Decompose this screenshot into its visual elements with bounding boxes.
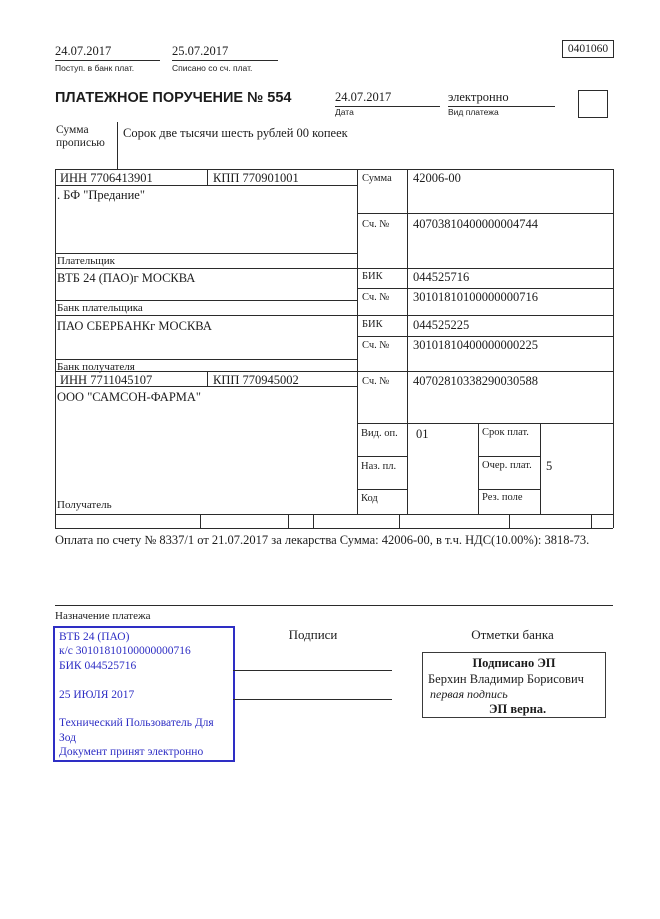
stamp-verified-text: ЭП верна. [489, 702, 547, 716]
table-line [540, 423, 541, 514]
srok-plat-label: Срок плат. [482, 427, 529, 438]
payer-bank-bik-label: БИК [362, 271, 383, 282]
kod-label: Код [361, 493, 378, 504]
vid-op-label: Вид. оп. [361, 428, 398, 439]
table-line [55, 315, 613, 316]
naz-pl-label: Наз. пл. [361, 461, 397, 472]
payer-bank-bik: 044525716 [413, 270, 470, 284]
table-line [478, 423, 479, 514]
stamp-line [59, 702, 229, 716]
table-line [478, 489, 540, 490]
table-line [55, 169, 56, 528]
payment-purpose-label: Назначение платежа [55, 610, 151, 622]
payer-bank-account: 30101810100000000716 [413, 290, 538, 304]
received-in-bank-date: 24.07.2017 [55, 44, 160, 61]
table-line [478, 456, 540, 457]
payee-bank-account: 30101810400000000225 [413, 338, 538, 352]
table-line [509, 514, 510, 528]
table-line [591, 514, 592, 528]
payer-name: . БФ "Предание" [57, 188, 145, 202]
rez-pole-label: Рез. поле [482, 492, 523, 503]
table-line [357, 169, 358, 514]
table-line [357, 336, 613, 337]
ocher-plat-value: 5 [546, 459, 553, 473]
payee-account-label: Сч. № [362, 376, 390, 387]
payee-bank-bik-label: БИК [362, 319, 383, 330]
amount-words-value: Сорок две тысячи шесть рублей 00 копеек [123, 126, 348, 140]
status-code-box [578, 90, 608, 118]
table-line [55, 185, 357, 186]
payment-purpose-text: Оплата по счету № 8337/1 от 21.07.2017 за лекарства Сумма: 42006-00, в т.ч. НДС(10.00%): 3818-73. [55, 533, 590, 547]
document-date: 24.07.2017 [335, 90, 440, 107]
debited-from-account-date: 25.07.2017 [172, 44, 278, 61]
sum-label: Сумма [362, 173, 392, 184]
bank-marks-heading: Отметки банка [471, 627, 554, 642]
payee-name: ООО "САМСОН-ФАРМА" [57, 390, 202, 404]
table-line [207, 169, 208, 185]
payer-account-label: Сч. № [362, 219, 390, 230]
document-date-label: Дата [335, 107, 354, 117]
payee-kpp: КПП 770945002 [213, 373, 299, 387]
table-line [613, 169, 614, 528]
table-line [55, 253, 357, 254]
table-line [55, 514, 613, 515]
payee-bank-name: ПАО СБЕРБАНКг МОСКВА [57, 319, 212, 333]
payer-label: Плательщик [57, 255, 115, 267]
stamp-line: Технический Пользователь Для [59, 717, 214, 730]
stamp-signed-title: Подписано ЭП [472, 656, 556, 670]
table-line [357, 423, 613, 424]
payer-kpp: КПП 770901001 [213, 171, 299, 185]
table-line [55, 300, 357, 301]
table-line [55, 169, 613, 170]
digital-signature-stamp [422, 652, 606, 718]
table-line [207, 371, 208, 386]
signatures-heading: Подписи [288, 627, 338, 642]
stamp-line: 25 ИЮЛЯ 2017 [59, 688, 135, 701]
payer-bank-account-label: Сч. № [362, 292, 390, 303]
payee-bank-bik: 044525225 [413, 318, 470, 332]
table-line [357, 288, 613, 289]
stamp-line [59, 673, 229, 687]
table-line [55, 605, 613, 606]
stamp-line: БИК 044525716 [59, 659, 137, 672]
table-line [200, 514, 201, 528]
table-line [357, 213, 613, 214]
stamp-line: к/с 30101810100000000716 [59, 645, 191, 658]
payment-kind-label: Вид платежа [448, 107, 499, 117]
payment-kind-value: электронно [448, 90, 555, 107]
amount-words-label: Сумма прописью [56, 124, 105, 149]
payee-inn: ИНН 7711045107 [60, 373, 153, 387]
payer-account: 40703810400000004744 [413, 217, 538, 231]
table-line [407, 169, 408, 514]
payer-bank-label: Банк плательщика [57, 302, 143, 314]
table-line [55, 268, 613, 269]
received-in-bank-label: Поступ. в банк плат. [55, 63, 135, 73]
signature-line [233, 670, 392, 671]
stamp-line: Зод [59, 731, 77, 744]
stamp-line: ВТБ 24 (ПАО) [59, 631, 130, 643]
document-title: ПЛАТЕЖНОЕ ПОРУЧЕНИЕ № 554 [55, 90, 292, 106]
table-line [313, 514, 314, 528]
table-line [399, 514, 400, 528]
debited-from-account-label: Списано со сч. плат. [172, 63, 253, 73]
table-line [357, 489, 407, 490]
payee-account: 40702810338290030588 [413, 374, 538, 388]
stamp-signer-name: Берхин Владимир Борисович [428, 672, 584, 686]
signature-line [233, 699, 392, 700]
stamp-line: Документ принят электронно [59, 746, 204, 759]
table-line [357, 456, 407, 457]
form-code-box: 0401060 [562, 40, 614, 58]
divider [117, 122, 118, 169]
bank-electronic-stamp [53, 626, 235, 762]
payer-bank-name: ВТБ 24 (ПАО)г МОСКВА [57, 271, 196, 285]
payer-inn: ИНН 7706413901 [60, 171, 153, 185]
ocher-plat-label: Очер. плат. [482, 460, 532, 471]
payee-bank-account-label: Сч. № [362, 340, 390, 351]
payee-bank-label: Банк получателя [57, 361, 135, 373]
sum-value: 42006-00 [413, 171, 461, 185]
table-line [288, 514, 289, 528]
table-line [55, 359, 357, 360]
vid-op-value: 01 [416, 427, 429, 441]
payee-label: Получатель [57, 499, 112, 511]
table-line [55, 371, 613, 372]
stamp-signature-type: первая подпись [430, 687, 508, 701]
table-line [55, 528, 613, 529]
